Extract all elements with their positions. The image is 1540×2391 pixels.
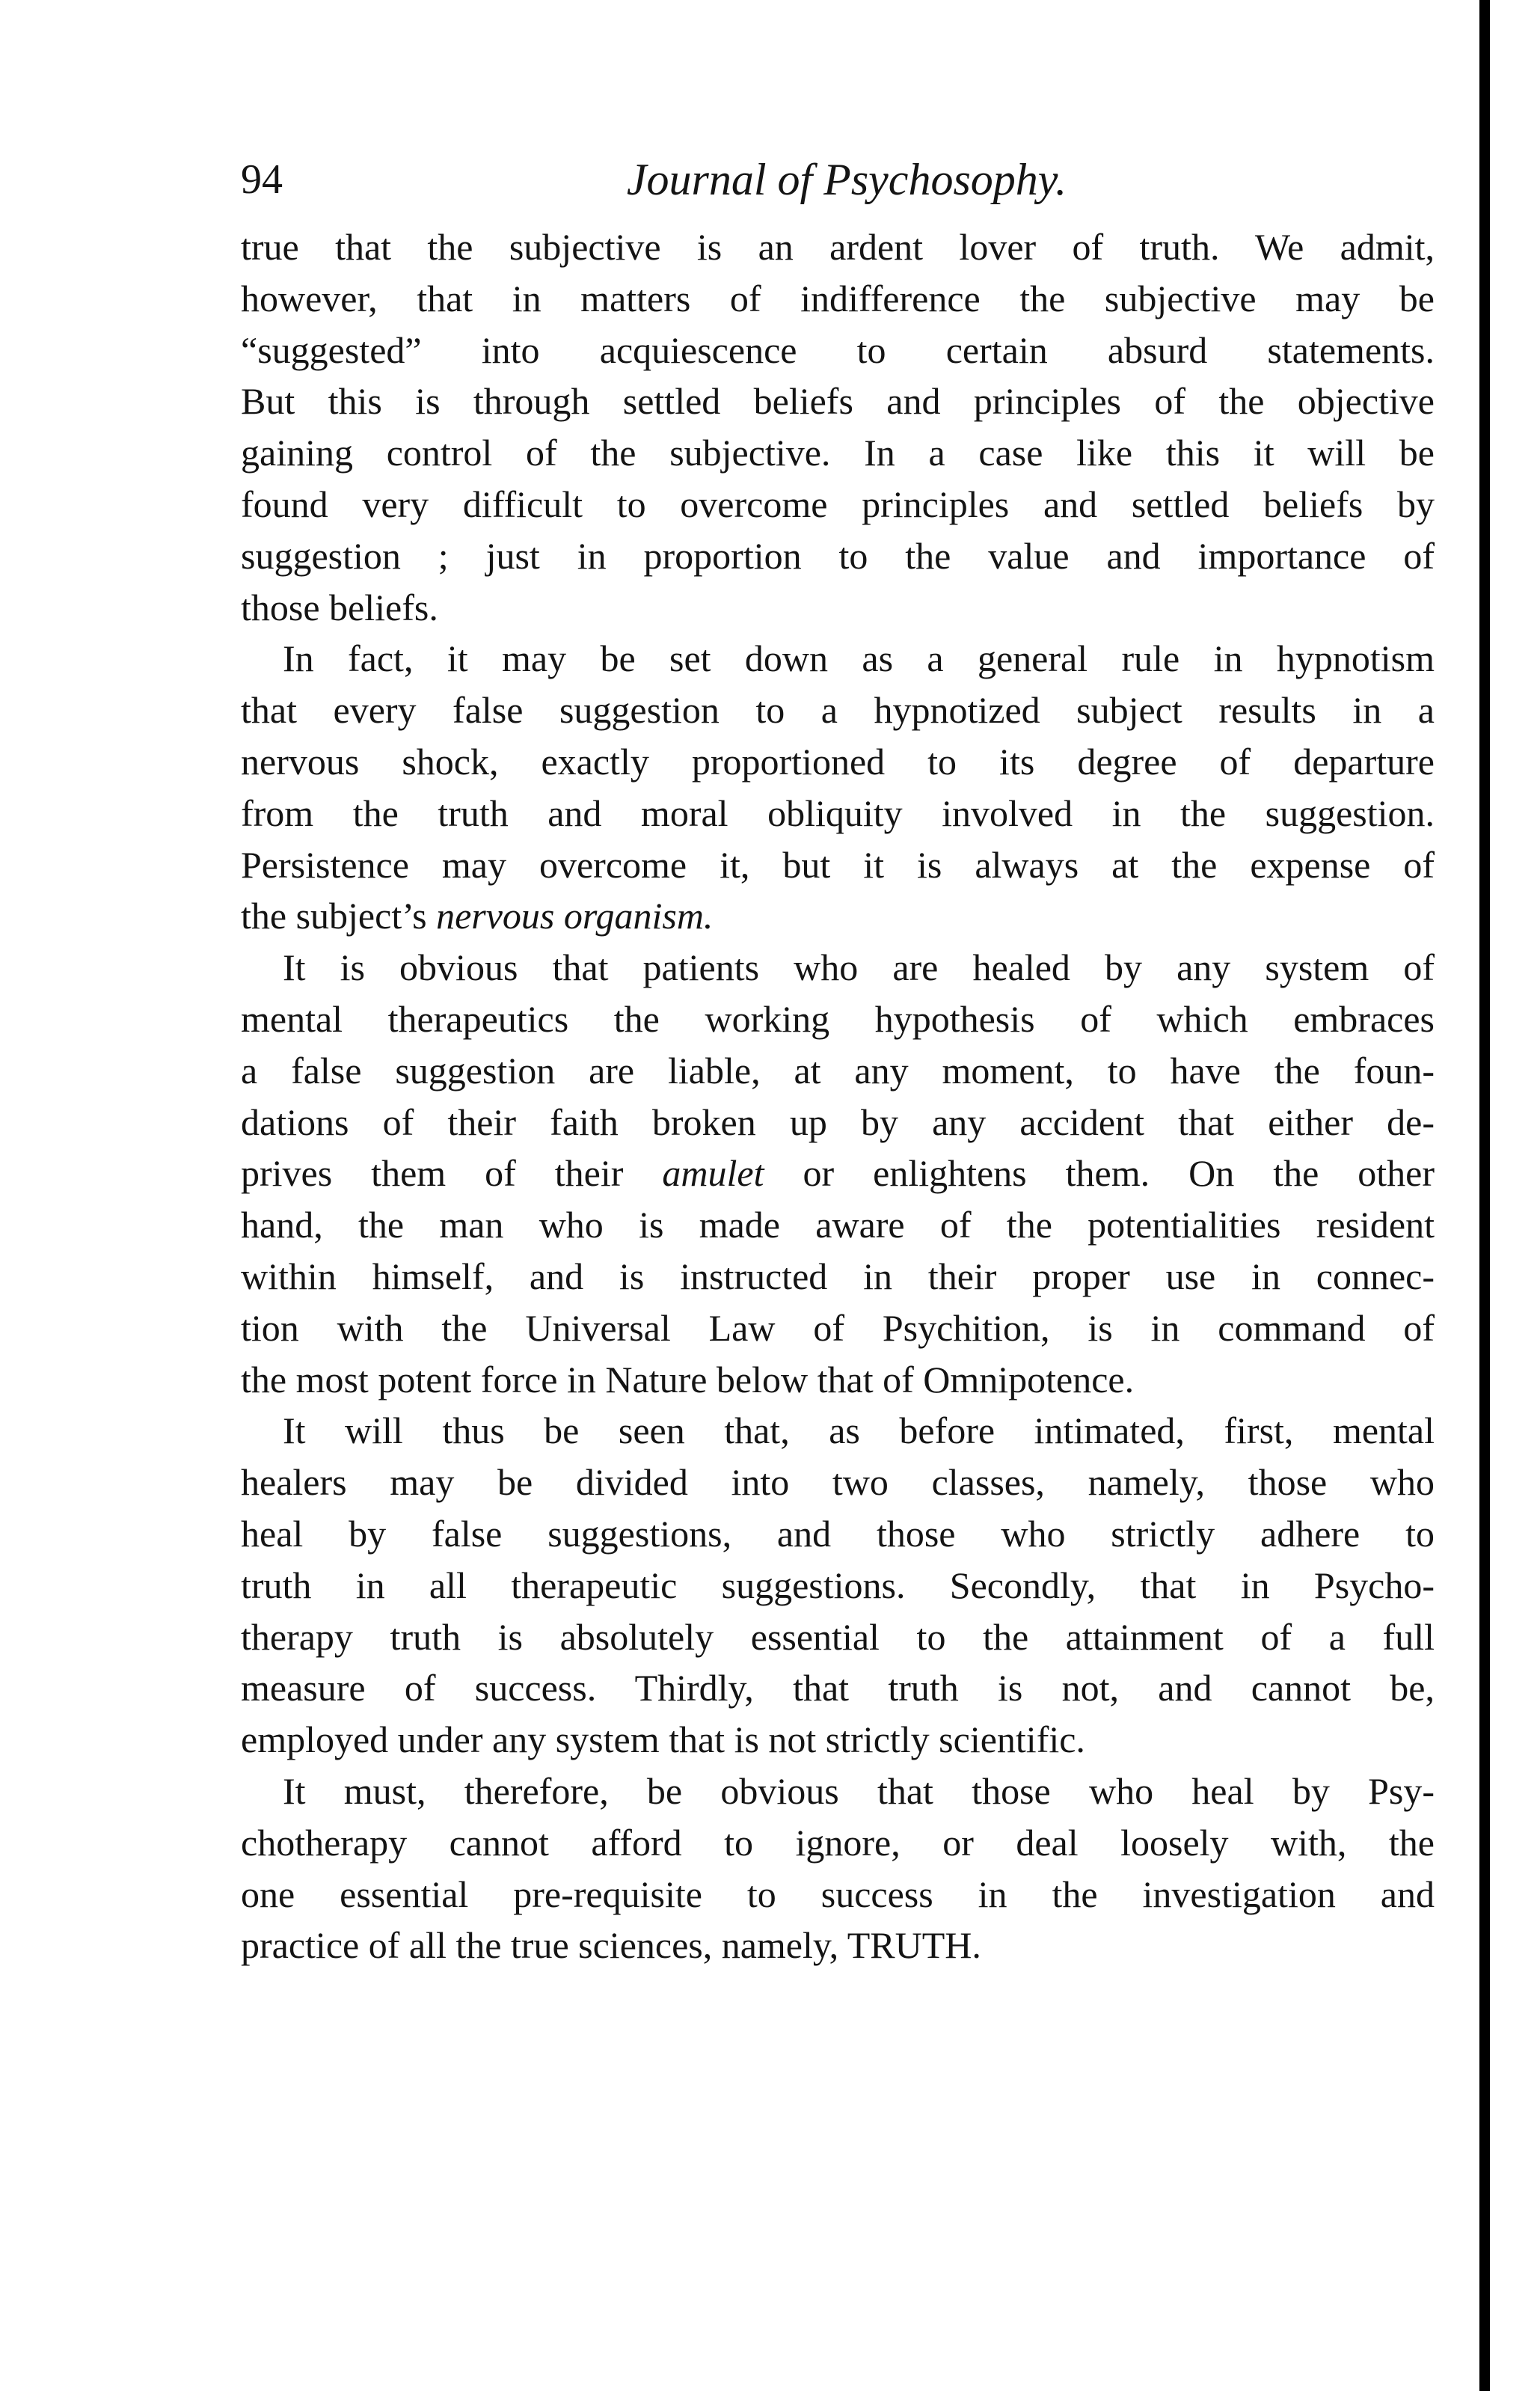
text-line: found very difficult to overcome principles and settled beliefs by	[241, 483, 1435, 525]
text-line: that every false suggestion to a hypnotized subject results in a	[241, 689, 1435, 732]
paragraph-start-line: It is obvious that patients who are healed by any system of	[283, 946, 1435, 989]
text-line-with-italic	[241, 890, 1435, 942]
text-line: But this is through settled beliefs and principles of the objective	[241, 380, 1435, 423]
paragraph-start-line: It must, therefore, be obvious that those who heal by Psy-	[283, 1769, 1435, 1812]
text-line: Persistence may overcome it, but it is always at the expense of	[241, 843, 1435, 886]
text-line: those beliefs.	[241, 586, 438, 628]
line-text-prefix: prives them of their	[241, 1152, 663, 1195]
running-head: Journal of Psychosophy.	[626, 155, 1067, 204]
text-line: tion with the Universal Law of Psychition, is in command of	[241, 1306, 1435, 1349]
text-line: gaining control of the subjective. In a case like this it will be	[241, 432, 1435, 474]
page-header	[241, 150, 1452, 209]
text-line-with-italic	[241, 1148, 1435, 1199]
text-line: therapy truth is absolutely essential to the attainment of a full	[241, 1615, 1435, 1658]
text-line: suggestion ; just in proportion to the value and importance of	[241, 534, 1435, 577]
italic-word: amulet	[662, 1152, 764, 1195]
body-text	[241, 221, 1435, 1971]
binding-edge	[1479, 0, 1490, 2391]
text-line: within himself, and is instructed in their proper use in connec-	[241, 1255, 1435, 1297]
line-text-suffix: or enlightens them. On the other	[764, 1152, 1435, 1195]
text-line: chotherapy cannot afford to ignore, or deal loosely with, the	[241, 1821, 1435, 1864]
text-line: healers may be divided into two classes, namely, those who	[241, 1461, 1435, 1504]
text-line: employed under any system that is not strictly scientific.	[241, 1718, 1085, 1761]
text-line: dations of their faith broken up by any accident that either de-	[241, 1100, 1435, 1143]
text-line: mental therapeutics the working hypothesis of which embraces	[241, 997, 1435, 1040]
text-line: heal by false suggestions, and those who strictly adhere to	[241, 1512, 1435, 1555]
text-line: from the truth and moral obliquity involved in the suggestion.	[241, 792, 1435, 834]
italic-phrase: nervous organism.	[436, 895, 714, 937]
text-line: truth in all therapeutic suggestions. Secondly, that in Psycho-	[241, 1564, 1435, 1606]
text-line: however, that in matters of indifference the subjective may be	[241, 277, 1435, 319]
page-number: 94	[241, 156, 283, 203]
text-line: practice of all the true sciences, namely, TRUTH.	[241, 1924, 981, 1967]
text-line: a false suggestion are liable, at any moment, to have the foun-	[241, 1049, 1435, 1092]
line-text-prefix: the subject’s	[241, 895, 437, 937]
paragraph-start-line: In fact, it may be set down as a general rule in hypnotism	[283, 637, 1435, 680]
paragraph-start-line: It will thus be seen that, as before intimated, first, mental	[283, 1409, 1435, 1452]
text-line: one essential pre-requisite to success in the investigation and	[241, 1873, 1435, 1915]
text-line: hand, the man who is made aware of the potentialities resident	[241, 1204, 1435, 1246]
text-line: “suggested” into acquiescence to certain absurd statements.	[241, 328, 1435, 371]
text-line: nervous shock, exactly proportioned to its degree of departure	[241, 740, 1435, 783]
text-line: measure of success. Thirdly, that truth is not, and cannot be,	[241, 1667, 1435, 1709]
text-line: the most potent force in Nature below that of Omnipotence.	[241, 1358, 1135, 1400]
text-line: true that the subjective is an ardent lover of truth. We admit,	[241, 226, 1435, 268]
